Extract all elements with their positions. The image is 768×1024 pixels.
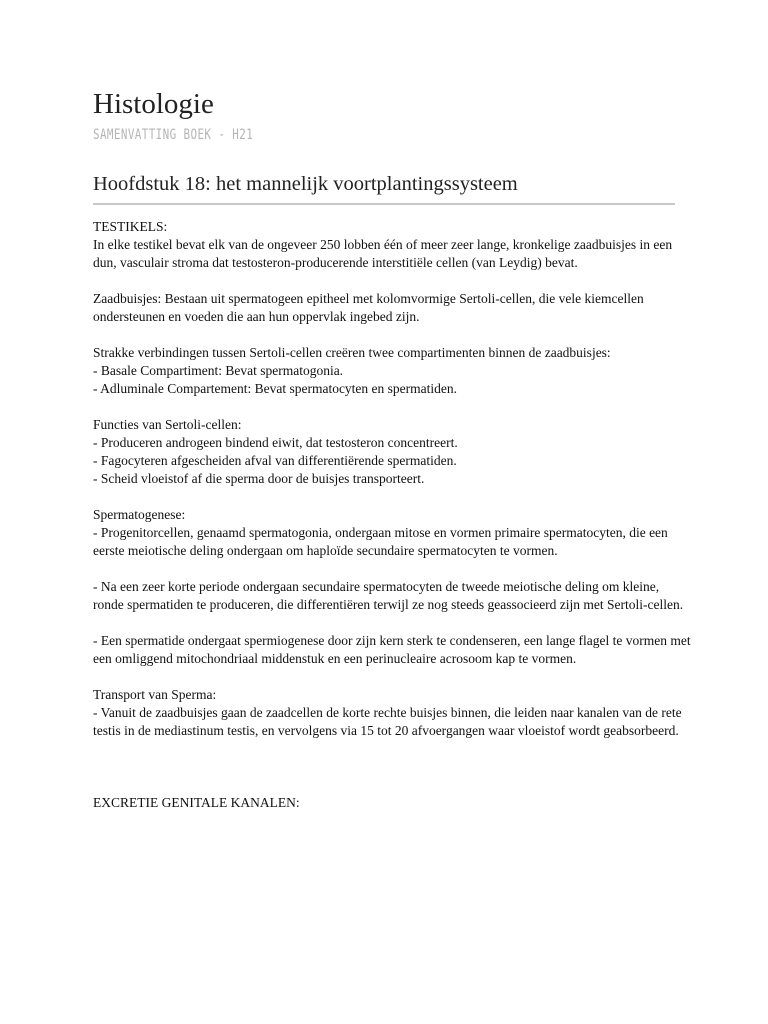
document-title: Histologie <box>93 88 214 120</box>
document-body <box>93 218 693 812</box>
section-zaadbuisjes: Zaadbuisjes: Bestaan uit spermatogeen epitheel met kolomvormige Sertoli-cellen, die vele kiemcellen ondersteunen en voeden die aan hun oppervlak ingebed zijn. <box>93 291 644 324</box>
section-sertoli-functies: Functies van Sertoli-cellen: - Produceren androgeen bindend eiwit, dat testosteron concentreert. - Fagocyteren afgescheiden afval van differentiërende spermatiden. - Scheid vloeistof af die sperma door de buisjes transporteert. <box>93 417 458 486</box>
section-spermiogenese: - Een spermatide ondergaat spermiogenese door zijn kern sterk te condenseren, een lange flagel te vormen met een omliggend mitochondriaal middenstuk en een perinucleaire acrosoom kap te vormen. <box>93 633 691 666</box>
section-verbindingen: Strakke verbindingen tussen Sertoli-cellen creëren twee compartimenten binnen de zaadbuisjes: - Basale Compartiment: Bevat spermatogonia. - Adluminale Compartement: Bevat spermatocyten en spermatiden. <box>93 345 611 396</box>
chapter-title: Hoofdstuk 18: het mannelijk voortplantingssysteem <box>93 170 675 205</box>
document-subtitle: SAMENVATTING BOEK - H21 <box>93 127 254 143</box>
section-meiose: - Na een zeer korte periode ondergaan secundaire spermatocyten de tweede meiotische deling om kleine, ronde spermatiden te produceren, die differentiëren terwijl ze nog steeds geassocieerd zijn met Sertoli-cellen. <box>93 579 684 612</box>
section-spermatogenese: Spermatogenese: - Progenitorcellen, genaamd spermatogonia, ondergaan mitose en vormen primaire spermatocyten, die een eerste meiotische deling ondergaan om haploïde secundaire spermatocyten te vormen. <box>93 507 668 558</box>
section-excretie-heading: EXCRETIE GENITALE KANALEN: <box>93 795 300 810</box>
section-testikels: TESTIKELS: In elke testikel bevat elk van de ongeveer 250 lobben één of meer zeer lange, kronkelige zaadbuisjes in een dun, vasculair stroma dat testosteron-producerende interstitiële cellen (van Leydig) bevat. <box>93 219 673 270</box>
section-transport: Transport van Sperma: - Vanuit de zaadbuisjes gaan de zaadcellen de korte rechte buisjes binnen, die leiden naar kanalen van de rete testis in de mediastinum testis, en vervolgens via 15 tot 20 afvoergangen waar vloeistof wordt geabsorbeerd. <box>93 687 682 738</box>
